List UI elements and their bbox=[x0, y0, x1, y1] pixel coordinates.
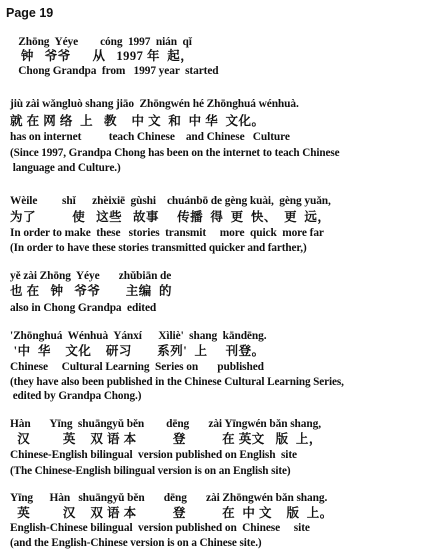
english-gloss-line: Chinese-English bilingual version published on English site bbox=[10, 449, 297, 461]
chinese-line: 就 在 网 络 上 教 中 文 和 中 华 文化。 bbox=[10, 114, 265, 128]
pinyin-line: Yīng Hàn shuāngyǔ běn dēng zài Zhōngwén bǎn shang. bbox=[10, 492, 328, 504]
chinese-line: 也 在 钟 爷爷 主编 的 bbox=[10, 284, 173, 298]
pinyin-line: jiù zài wǎngluò shang jiāo Zhōngwén hé Zhōnghuá wénhuà. bbox=[10, 98, 299, 110]
english-gloss-line: has on internet teach Chinese and Chinese Culture bbox=[10, 131, 290, 143]
translation-line: edited by Grandpa Chong.) bbox=[10, 390, 142, 402]
pinyin-line: Zhōng Yéye cóng 1997 nián qǐ bbox=[10, 36, 192, 48]
english-gloss-line: Chinese Cultural Learning Series on published bbox=[10, 361, 264, 373]
chinese-line: 钟 爷爷 从 1997 年 起， bbox=[10, 49, 194, 63]
translation-line: (and the English-Chinese version is on a Chinese site.) bbox=[10, 537, 262, 549]
pinyin-line: 'Zhōnghuá Wénhuà Yánxí Xìliè' shang kāndēng. bbox=[10, 330, 267, 342]
translation-line: (Since 1997, Grandpa Chong has been on the internet to teach Chinese bbox=[10, 147, 340, 159]
pinyin-line: yě zài Zhōng Yéye zhǔbiān de bbox=[10, 270, 172, 282]
chinese-line: '中 华 文化 研习 系列' 上 刊登。 bbox=[10, 344, 265, 358]
translation-line: (In order to have these stories transmitted quicker and farther,) bbox=[10, 242, 307, 254]
chinese-line: 英 汉 双 语 本 登 在 中 文 版 上。 bbox=[10, 506, 333, 520]
english-gloss-line: Chong Grandpa from 1997 year started bbox=[10, 65, 219, 77]
translation-line: (they have also been published in the Chinese Cultural Learning Series, bbox=[10, 376, 344, 388]
chinese-line: 为了 使 这些 故事 传播 得 更 快、 更 远， bbox=[10, 210, 331, 224]
pinyin-line: Hàn Yīng shuāngyǔ běn dēng zài Yīngwén bǎn shang, bbox=[10, 418, 321, 430]
translation-line: (The Chinese-English bilingual version is on an English site) bbox=[10, 465, 291, 477]
page-number: Page 19 bbox=[6, 6, 54, 20]
english-gloss-line: English-Chinese bilingual version published on Chinese site bbox=[10, 522, 310, 534]
translation-line: language and Culture.) bbox=[10, 162, 121, 174]
english-gloss-line: In order to make these stories transmit more quick more far bbox=[10, 227, 324, 239]
pinyin-line: Wèile shǐ zhèixiē gùshi chuánbō de gèng kuài, gèng yuǎn, bbox=[10, 195, 331, 207]
chinese-line: 汉 英 双 语 本 登 在 英文 版 上， bbox=[10, 432, 322, 446]
english-gloss-line: also in Chong Grandpa edited bbox=[10, 302, 157, 314]
